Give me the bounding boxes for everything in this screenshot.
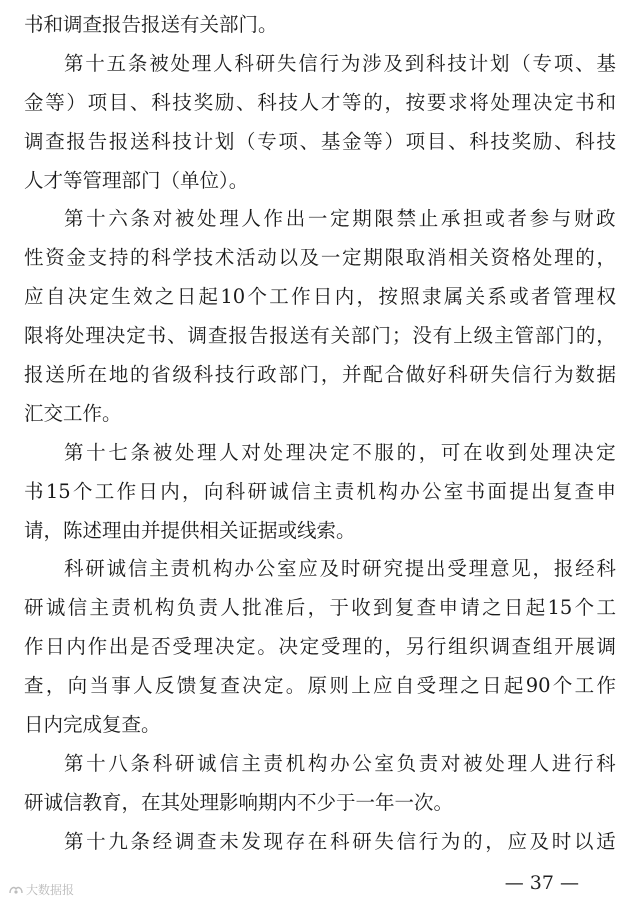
text-line: 请，陈述理由并提供相关证据或线索。 (24, 518, 356, 542)
text-line: 金 等 ） 项 目 、 科 技 奖 励 、 科 技 人 才 等 的 ， 按 要 求 将 处 理 决 定 书 和 (24, 90, 616, 114)
document-body (24, 6, 616, 862)
text-line: 人才等管理部门（单位）。 (24, 168, 249, 192)
text-line: 第 十 九 条 经 调 查 未 发 现 存 在 科 研 失 信 行 为 的 ， 应 及 时 以 适 (64, 829, 616, 853)
text-line: 查 ， 向 当 事 人 反 馈 复 查 决 定 。 原 则 上 应 自 受 理 之 日 起 90 个 工 作 (24, 674, 616, 698)
text-line: 书和调查报告报送有关部门。 (24, 13, 278, 36)
text-line: 书 15 个 工 作 日 内 ， 向 科 研 诚 信 主 责 机 构 办 公 室 书 面 提 出 复 查 申 (24, 479, 616, 503)
watermark-text: 大数据报 (26, 883, 75, 897)
text-line: 性 资 金 支 持 的 科 学 技 术 活 动 以 及 一 定 期 限 取 消 相 关 资 格 处 理 的 ， (24, 246, 616, 270)
text-line: 第 十 八 条 科 研 诚 信 主 责 机 构 办 公 室 负 责 对 被 处 理 人 进 行 科 (64, 751, 616, 775)
text-line: 研 诚 信 主 责 机 构 负 责 人 批 准 后 ， 于 收 到 复 查 申 请 之 日 起 15 个 工 (24, 596, 616, 620)
text-line: 限 将 处 理 决 定 书 、 调 查 报 告 报 送 有 关 部 门 ； 没 有 上 级 主 管 部 门 的 ， (24, 324, 616, 348)
text-line: 科 研 诚 信 主 责 机 构 办 公 室 应 及 时 研 究 提 出 受 理 意 见 ， 报 经 科 (64, 557, 616, 581)
text-line: 研诚信教育，在其处理影响期内不少于一年一次。 (24, 790, 454, 814)
text-line: 作 日 内 作 出 是 否 受 理 决 定 。 决 定 受 理 的 ， 另 行 组 织 调 查 组 开 展 调 (24, 635, 616, 659)
text-line: 应 自 决 定 生 效 之 日 起 10 个 工 作 日 内 ， 按 照 隶 属 关 系 或 者 管 理 权 (24, 285, 616, 309)
text-line: 汇交工作。 (24, 401, 122, 425)
watermark (8, 882, 74, 898)
watermark-logo-icon (8, 884, 24, 896)
page-number: — 37 — (504, 872, 579, 894)
text-line: 日内完成复查。 (24, 713, 161, 737)
text-line: 第 十 七 条 被 处 理 人 对 处 理 决 定 不 服 的 ， 可 在 收 到 处 理 决 定 (64, 440, 616, 464)
text-line: 第 十 五 条 被 处 理 人 科 研 失 信 行 为 涉 及 到 科 技 计 划 （ 专 项 、 基 (64, 51, 616, 75)
text-line: 报 送 所 在 地 的 省 级 科 技 行 政 部 门 ， 并 配 合 做 好 科 研 失 信 行 为 数 据 (24, 363, 616, 387)
text-line: 调 查 报 告 报 送 科 技 计 划 （ 专 项 、 基 金 等 ） 项 目 、 科 技 奖 励 、 科 技 (24, 129, 616, 153)
text-line: 第 十 六 条 对 被 处 理 人 作 出 一 定 期 限 禁 止 承 担 或 者 参 与 财 政 (64, 207, 616, 231)
